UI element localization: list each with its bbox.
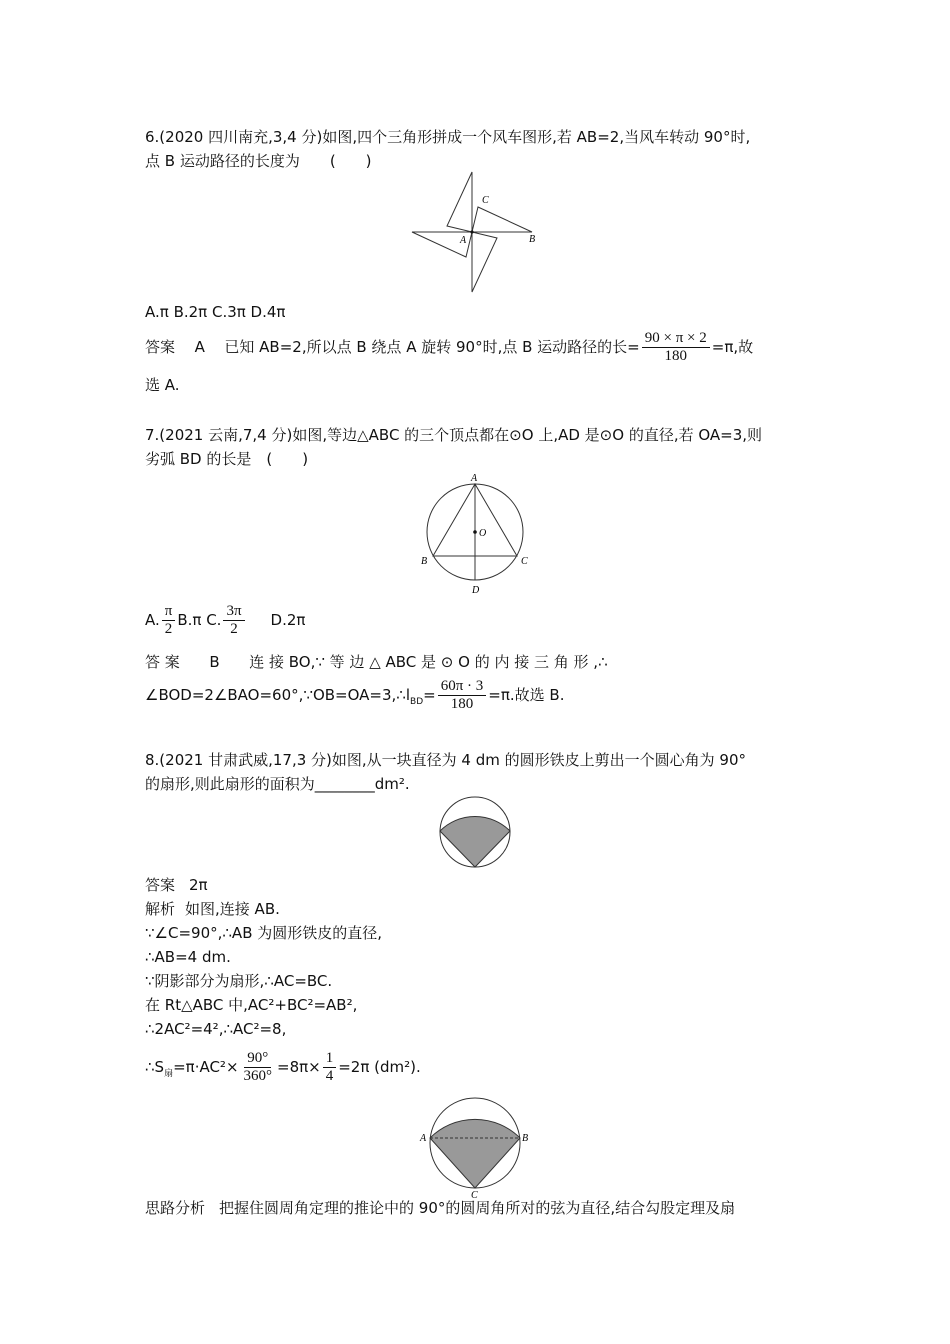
q7-opt-d: D.2π (270, 611, 306, 629)
q7-answer-text2: ∠BOD=2∠BAO=60°,∵OB=OA=3,∴l (145, 686, 411, 704)
q8-answer (145, 873, 810, 897)
q6-options: A.π B.2π C.3π D.4π (145, 303, 286, 321)
q8-label-c: C (471, 1190, 478, 1199)
q7-answer-line2: $\angle BOD=2\angle BAO=60^\circ,\because OB=OA=3,\therefore l_{BD}=$ $\frac{60\pi \cdot 3}{180}$ =π.故选 B. (145, 678, 565, 712)
q6-label-c: C (482, 195, 489, 206)
thinking-text: 把握住圆周角定理的推论中的 90°的圆周角所对的弦为直径,结合勾股定理及扇 (219, 1199, 736, 1217)
q8-line2-unit: dm². (374, 775, 410, 793)
q8-stem (145, 748, 810, 796)
q8-line2 (145, 772, 810, 796)
q7-label-d: D (472, 585, 480, 596)
q8-analysis-line: ∵阴影部分为扇形,∴AC=BC. (145, 972, 333, 990)
q8-final-post: =2π (dm²). (338, 1058, 421, 1076)
q8-answer-blank: ________ (314, 775, 375, 793)
q8-final-frac2 (323, 1050, 337, 1085)
q6-answer-fraction (642, 330, 710, 365)
q7-arc-sub: BD (410, 697, 424, 707)
q6-frac-den: 180 (664, 348, 687, 364)
q8-frac1-den: 360° (243, 1068, 273, 1084)
q8-analysis-line: ∵∠C=90°,∴AB 为圆形铁皮的直径, (145, 924, 383, 942)
q7-opt-a-num: π (162, 603, 176, 621)
q7-answer-letter: B (209, 653, 220, 671)
thinking-analysis (145, 1196, 810, 1220)
q8-analysis-line: ∴2AC²=4²,∴AC²=8, (145, 1020, 287, 1038)
q6-answer-label: 答案 (145, 338, 176, 356)
q7-label-c: C (521, 556, 528, 567)
q6-answer-post: =π,故 (711, 338, 754, 356)
q7-label-o: O (479, 528, 487, 539)
windmill-figure (410, 170, 540, 298)
q6-stem (145, 125, 810, 173)
q7-options (145, 600, 810, 640)
q6-line1: 6.(2020 四川南充,3,4 分)如图,四个三角形拼成一个风车图形,若 AB=2,当风车转动 90°时, (145, 128, 751, 146)
q8-line1: 8.(2021 甘肃武威,17,3 分)如图,从一块直径为 4 dm 的圆形铁皮上剪出一个圆心角为 90° (145, 751, 746, 769)
q6-answer-letter: A (194, 338, 205, 356)
q8-final-mid2: =8π× (277, 1058, 321, 1076)
q8-analysis-line: 在 Rt△ABC 中,AC²+BC²=AB², (145, 996, 358, 1014)
q6-label-b: B (529, 234, 536, 245)
q6-answer (145, 330, 810, 365)
q8-final-mid: =π·AC²× (173, 1058, 239, 1076)
q6-frac-num: 90 × π × 2 (642, 330, 710, 348)
q8-analysis-lines (145, 921, 810, 1041)
q7-stem (145, 423, 810, 471)
q7-opt-c-den: 2 (230, 621, 238, 637)
q8-answer-value: 2π (189, 876, 208, 894)
q6-label-a: A (460, 235, 467, 246)
q7-line2: 劣弧 BD 的长是 ( ) (145, 450, 309, 468)
q7-answer-line1 (145, 650, 810, 674)
q8-frac1-num: 90° (244, 1050, 271, 1068)
thinking-label: 思路分析 (145, 1199, 206, 1217)
q8-final-pre: ∴S (145, 1058, 165, 1076)
q8-label-a: A (420, 1133, 427, 1144)
q7-opt-a-den: 2 (164, 621, 173, 637)
q8-line2-text: 的扇形,则此扇形的面积为 (145, 775, 315, 793)
q7-answer-label: 答 案 (145, 653, 180, 671)
q8-analysis-label: 解析 (145, 900, 176, 918)
q7-frac-den: 180 (450, 696, 474, 712)
q7-frac-num: 60π · 3 (438, 678, 487, 696)
q7-answer-post: =π.故选 B. (488, 686, 565, 704)
q6-line2: 点 B 运动路径的长度为 ( ) (145, 152, 372, 170)
q7-opt-a-prefix: A. (145, 611, 160, 629)
q7-label-b: B (421, 556, 428, 567)
q7-opt-c-num: 3π (223, 603, 244, 621)
q7-opt-a-fraction (162, 603, 176, 638)
q7-label-a: A (471, 473, 478, 484)
q8-frac2-num: 1 (323, 1050, 337, 1068)
q7-opt-c-fraction (223, 603, 244, 638)
q8-final-equation (145, 1043, 810, 1091)
q6-answer-text: 已知 AB=2,所以点 B 绕点 A 旋转 90°时,点 B 运动路径的长= (224, 338, 640, 356)
q7-answer-text1: 连 接 BO,∵ 等 边 △ ABC 是 ⊙ O 的 内 接 三 角 形 ,∴ (249, 653, 608, 671)
q8-analysis-line: ∴AB=4 dm. (145, 948, 231, 966)
q8-analysis-text: 如图,连接 AB. (185, 900, 280, 918)
q8-final-sub: 扇 (164, 1069, 174, 1079)
q8-analysis-first (145, 897, 810, 921)
q8-answer-label: 答案 (145, 876, 176, 894)
q7-answer-fraction (438, 678, 487, 713)
q8-frac2-den: 4 (325, 1068, 334, 1084)
sector-figure-small (438, 795, 512, 869)
q7-line1: 7.(2021 云南,7,4 分)如图,等边△ABC 的三个顶点都在⊙O 上,AD 是⊙O 的直径,若 OA=3,则 (145, 426, 763, 444)
circle-triangle-figure (412, 470, 542, 598)
sector-figure-large (418, 1095, 534, 1199)
q8-final-frac1 (241, 1050, 276, 1085)
q6-answer-line2: 选 A. (145, 376, 180, 394)
q7-opt-b: B.π C. (177, 611, 222, 629)
q8-label-b: B (522, 1133, 529, 1144)
